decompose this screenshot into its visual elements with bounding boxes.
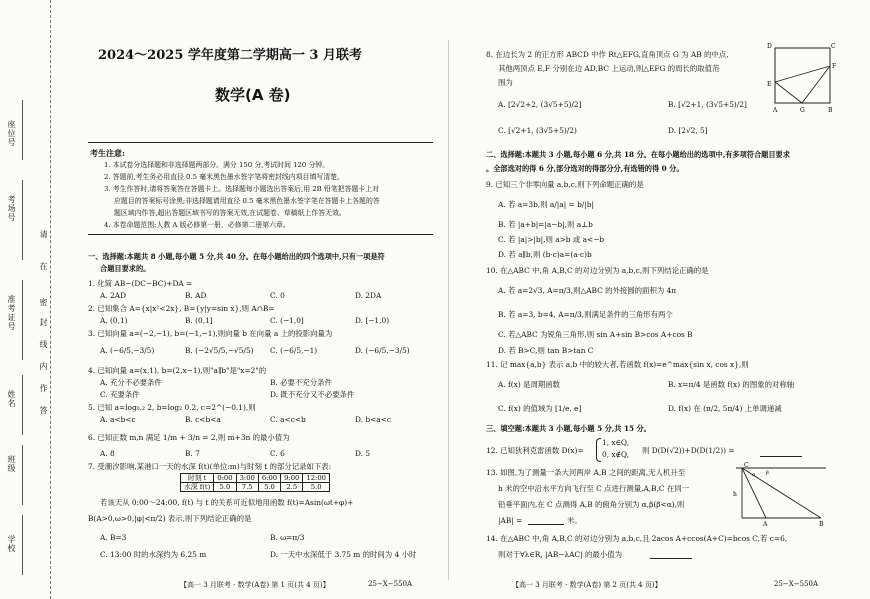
q8-square-figure (765, 40, 837, 118)
label-f: F (832, 63, 837, 70)
q7-table-header (181, 474, 330, 483)
q11-option-b: B. x=π/4 是函数 f(x) 的图象的对称轴 (668, 380, 795, 389)
binding-notice-7: 作 (39, 384, 48, 393)
fill-line (22, 445, 23, 505)
q6-option-b: B. 7 (185, 449, 200, 458)
q11-stem: 11. 记 max{a,b} 表示 a,b 中的较大者,若函数 f(x)=e^max{sin x, cos x},则 (486, 360, 749, 369)
q7-text2: B(A>0,ω>0,|φ|<π/2) 表示,则下列结论正确的是 (88, 514, 252, 523)
binding-label-name: 姓名 (7, 390, 16, 408)
q2-option-c: C. (−1,0] (270, 316, 304, 325)
section1-line2: 合题目要求的。 (100, 264, 151, 273)
q1-option-c: C. 0 (270, 291, 285, 300)
binding-notice-5: 线 (39, 340, 48, 349)
notice-line: 题区域内作答,超出答题区域书写的答案无效,在试题卷、草稿纸上作答无效。 (114, 209, 346, 217)
q8-option-d: D. [2√2, 5] (668, 126, 708, 135)
q1-option-d: D. 2DA (355, 291, 382, 300)
q14-line1: 14. 在△ABC 中,角 A,B,C 的对边分别为 a,b,c,且 2acos A+ccos(A+C)=bcos C,若 c=6, (486, 534, 788, 543)
q13-line2: h 米的空中沿水平方向飞行至 C 点进行测量,A,B,C 在同一 (498, 484, 690, 493)
segment-ef (775, 66, 830, 82)
q3-option-b: B. (−2√5/5,−√5/5) (185, 346, 254, 355)
q8-option-b: B. [√2+1, (3√5+5)/2] (668, 100, 747, 109)
q5-option-d: D. b<a<c (355, 415, 392, 424)
q7-cell: 2.5 (281, 483, 303, 492)
q14-answer-blank[interactable] (650, 558, 692, 559)
binding-notice-2: 在 (39, 262, 48, 271)
square-abcd (775, 48, 830, 103)
notice-line: 2. 答题前,考生务必用直径 0.5 毫米黑色墨水签字笔将密封线内项目填写清楚。 (104, 173, 344, 181)
section3: 三、填空题:本题共 3 小题,每小题 5 分,共 15 分。 (486, 424, 651, 433)
binding-label-class: 班级 (7, 455, 16, 473)
q7-cell: 5.0 (258, 483, 280, 492)
notice-line: 1. 本试卷分选择题和非选择题两部分。满分 150 分,考试时间 120 分钟。 (104, 161, 330, 169)
q6-option-a: A. 8 (100, 449, 115, 458)
label-e: E (767, 81, 772, 88)
q12-case1: 1, x∈Q, (602, 438, 630, 447)
notice-line: 4. 本卷命题范围:人教 A 版必修第一册、必修第二册第六章。 (104, 221, 290, 229)
q13-line3: 铅垂平面内,在 C 点测得 A,B 的俯角分别为 α,β(β<α),则 (498, 500, 685, 509)
q7-option-b: B. ω=π/3 (270, 533, 305, 542)
q10-option-a: A. 若 a=2√3, A=π/3,则△ABC 的外接圆的面积为 4π (498, 286, 677, 295)
q12-answer-blank[interactable] (760, 456, 802, 457)
label-b: B (828, 107, 833, 114)
fill-line (22, 280, 23, 360)
binding-notice-1: 请 (39, 230, 48, 240)
q12-brace (596, 438, 601, 462)
binding-label-id: 准考证号 (7, 295, 16, 331)
q7-cell: 7.5 (236, 483, 258, 492)
q8-line3: 围为 (498, 78, 513, 87)
q5-stem: 5. 已知 a=log₀.₂ 2, b=log₂ 0.2, c=2^(−0.1),则 (88, 403, 256, 412)
q9-option-b: B. 若 |a+b|=|a−b|,则 a⊥b (498, 220, 593, 229)
q3-option-d: D. (−6/5,−3/5) (355, 346, 410, 355)
page-divider (448, 40, 449, 580)
q5-option-b: B. c<b<a (185, 415, 221, 424)
exam-title: 2024～2025 学年度第二学期高一 3 月联考 (98, 48, 362, 63)
binding-notice-4: 封 (39, 318, 48, 327)
q7-cell: 6:00 (258, 474, 280, 483)
binding-label-seat: 座位号 (7, 120, 16, 147)
segment-eg (775, 82, 802, 103)
q10-option-c: C. 若△ABC 为锐角三角形,则 sin A+sin B>cos A+cos B (498, 330, 693, 339)
q14-line2: 则对于∀λ∈R, |AB−λAC| 的最小值为 (498, 550, 622, 559)
q3-option-c: C. (−6/5,−1) (270, 346, 318, 355)
q4-option-b: B. 必要不充分条件 (270, 378, 332, 387)
label-c: C (831, 43, 836, 50)
footer-left-code: 25−X−550A (368, 580, 413, 588)
q3-option-a: A. (−6/5,−3/5) (100, 346, 155, 355)
q4-option-d: D. 既不充分又不必要条件 (270, 390, 355, 399)
q3-stem: 3. 已知向量 a=(−2,−1), b=(−1,−1),则向量 b 在向量 a 上的投影向量为 (88, 329, 333, 338)
q13-line1: 13. 如图,为了测量一条大河两岸 A,B 之间的距离,无人机升至 (486, 468, 686, 477)
subject-title: 数学(A 卷) (215, 86, 291, 104)
notice-line: 应题目的答案标号涂黑;非选择题请用直径 0.5 毫米黑色墨水签字笔在答题卡上各题的答 (114, 197, 380, 205)
q7-option-c: C. 13:00 时的水深约为 6.25 m (100, 550, 207, 559)
q4-option-a: A. 充分不必要条件 (100, 378, 162, 387)
q12-suffix: 则 D(D(√2))+D(D(1/2)) = (642, 446, 735, 455)
label-b: B (819, 521, 824, 528)
q7-cell: 0:00 (214, 474, 236, 483)
q2-stem: 2. 已知集合 A={x|x²<2x}, B={y|y=sin x},则 A∩B= (88, 304, 275, 313)
binding-strip (0, 0, 51, 599)
q8-line1: 8. 在边长为 2 的正方形 ABCD 中作 Rt△EFG,直角顶点 G 为 AB 的中点, (486, 50, 729, 59)
q1-stem: 1. 化简 AB−(DC−BC)+DA = (88, 279, 193, 288)
q13-line4: |AB| = (498, 516, 523, 525)
label-beta: β (766, 470, 769, 476)
binding-label-room: 考场号 (7, 195, 16, 222)
notice-heading: 考生注意: (90, 148, 125, 158)
fill-line (22, 375, 23, 435)
q2-option-b: B. (0,1] (185, 316, 213, 325)
binding-notice-6: 内 (39, 362, 48, 371)
q4-option-c: C. 充要条件 (100, 390, 140, 399)
section2-line2: 。全部选对的得 6 分,部分选对的得部分分,有选错的得 0 分。 (486, 164, 684, 173)
notice-box (88, 142, 433, 235)
q5-option-a: A. a<b<c (100, 415, 136, 424)
footer-right-text: 【高一 3 月联考 · 数学(A卷) 第 2 页(共 4 页)】 (512, 581, 662, 589)
label-a: A (763, 521, 768, 528)
section1-line1: 一、选择题:本题共 8 小题,每小题 5 分,共 40 分。在每小题给出的四个选项中,只有一项是符 (88, 252, 385, 261)
label-h: h (733, 491, 737, 498)
q11-option-a: A. f(x) 是周期函数 (498, 380, 561, 389)
label-alpha: α (752, 472, 756, 478)
q7-option-d: D. 一天中水深低于 3.75 m 的时间为 4 小时 (270, 550, 417, 559)
q7-cell: 水深 f(t) (181, 483, 214, 492)
binding-notice-3: 密 (39, 298, 48, 307)
q7-text1: 若该天从 0:00～24:00, f(t) 与 t 的关系可近似地用函数 f(t)=Asin(ωt+φ)+ (100, 498, 354, 507)
q5-option-c: C. a<c<b (270, 415, 306, 424)
q12-prefix: 12. 已知狄利克雷函数 D(x)= (486, 446, 584, 455)
q9-option-d: D. 若 a∥b,则 (b·c)a=(a·c)b (498, 250, 592, 259)
q6-stem: 6. 已知正数 m,n 满足 1/m + 3/n = 2,则 m+3n 的最小值为 (88, 433, 290, 442)
q9-option-a: A. 若 a=3b,则 a/|a| = b/|b| (498, 200, 595, 209)
q2-option-a: A. (0,1) (100, 316, 128, 325)
q11-option-d: D. f(x) 在 (π/2, 5π/4) 上单调递减 (668, 404, 782, 413)
footer-right-code: 25−X−550A (774, 580, 819, 588)
q12-case2: 0, x∉Q, (602, 450, 630, 459)
q7-cell: 时刻 t (181, 474, 214, 483)
q9-option-c: C. 若 |a|>|b|,则 a>b 或 a<−b (498, 235, 605, 244)
q7-cell: 3:00 (236, 474, 258, 483)
label-a: A (773, 107, 778, 114)
label-d: D (767, 43, 772, 50)
q8-option-c: C. [√2+1, (3√5+5)/2) (498, 126, 577, 135)
q2-option-d: D. [−1,0) (355, 316, 390, 325)
q8-option-a: A. [2√2+2, (3√5+5)/2] (498, 100, 582, 109)
fill-line (22, 515, 23, 575)
q6-option-d: D. 5 (355, 449, 371, 458)
fill-line (22, 180, 23, 260)
label-c: C (744, 462, 749, 469)
label-g: G (800, 107, 805, 114)
binding-label-school: 学校 (7, 535, 16, 553)
q7-cell: 12:00 (303, 474, 330, 483)
q7-option-a: A. B=3 (100, 533, 127, 542)
q13-river-figure (726, 462, 832, 528)
q4-stem: 4. 已知向量 a=(x,1), b=(2,x−1),则"a∥b"是"x=2"的 (88, 366, 267, 375)
q7-stem: 7. 受潮汐影响,某港口一天的水深 f(t)(单位:m)与时刻 t 的部分记录如下表: (88, 462, 332, 471)
notice-line: 3. 考生作答时,请将答案答在答题卡上。选择题每小题选出答案后,用 2B 铅笔把答题卡上对 (104, 185, 380, 193)
q10-option-b: B. 若 a=3, b=4, A=π/3,则满足条件的三角形有两个 (498, 310, 673, 319)
q10-option-d: D. 若 B>C,则 tan B>tan C (498, 346, 594, 355)
q10-stem: 10. 在△ABC 中,角 A,B,C 的对边分别为 a,b,c,则下列结论正确的是 (486, 266, 709, 275)
q7-cell: 5.0 (214, 483, 236, 492)
q11-option-c: C. f(x) 的值域为 [1/e, e] (498, 404, 582, 413)
q7-cell: 9:00 (281, 474, 303, 483)
q9-stem: 9. 已知三个非零向量 a,b,c,则下列命题正确的是 (486, 180, 644, 189)
q1-option-a: A. 2AD (100, 291, 127, 300)
binding-notice-8: 答 (39, 406, 48, 415)
q1-option-b: B. AD (185, 291, 207, 300)
fill-line (22, 100, 23, 160)
segment-gf (802, 66, 830, 103)
q7-cell: 5.0 (303, 483, 330, 492)
q7-table (180, 473, 330, 492)
q6-option-c: C. 6 (270, 449, 285, 458)
section2-line1: 二、选择题:本题共 3 小题,每小题 6 分,共 18 分。在每小题给出的选项中,有多项符合题目要求 (486, 150, 790, 159)
footer-left-text: 【高一 3 月联考 · 数学(A卷) 第 1 页(共 4 页)】 (180, 581, 330, 589)
q7-table-row (181, 483, 330, 492)
q13-line4b: 米。 (567, 516, 582, 525)
q13-answer-blank[interactable] (528, 524, 564, 525)
q8-line2: 其他两顶点 E,F 分别在边 AD,BC 上运动,则△EFG 的周长的取值范 (498, 64, 720, 73)
